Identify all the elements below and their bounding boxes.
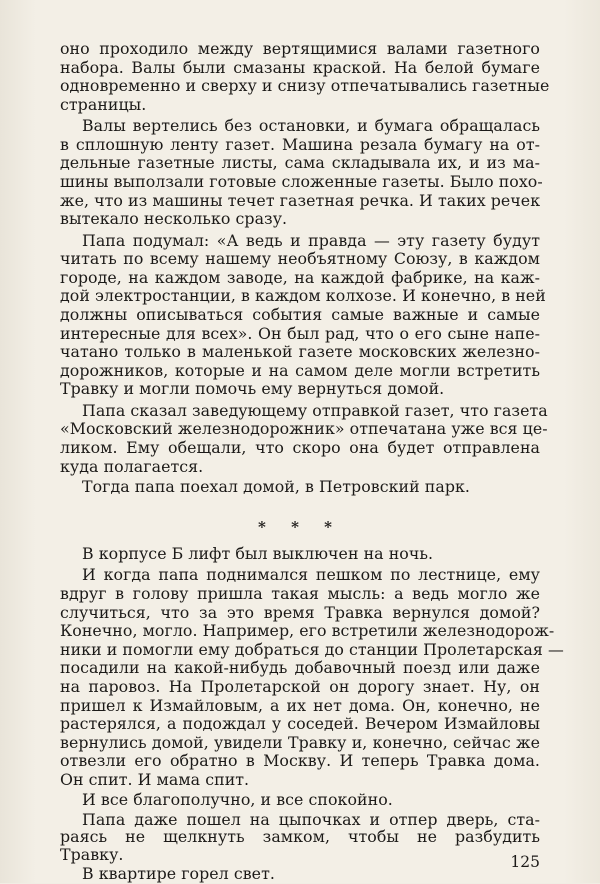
text-line: дой электростанции, в каждом колхозе. И конечно, в ней (60, 286, 546, 306)
paragraph-start-line: Папа сказал заведующему отправкой газет, что газета (82, 400, 548, 420)
text-line: Он спит. И мама спит. (60, 769, 250, 789)
section-separator: * * * (258, 518, 342, 537)
text-line: отвезли его обратно в Москву. И теперь Травка дома. (60, 751, 540, 771)
text-line: посадили на какой-нибудь добавочный поезд или даже (60, 658, 540, 678)
text-line: вернулись домой, увидели Травку и, конечно, сейчас же (60, 732, 540, 752)
paragraph-start-line: И когда папа поднимался пешком по лестнице, ему (82, 565, 540, 585)
page-number: 125 (510, 853, 540, 871)
text-line: куда полагается. (60, 456, 204, 476)
text-line: городе, на каждом заводе, на каждой фабрике, на каж- (60, 267, 540, 287)
text-line: дорожников, которые и на самом деле могли встретить (60, 360, 540, 380)
text-line: растерялся, а подождал у соседей. Вечером Измайловы (60, 714, 540, 734)
text-line: Конечно, могло. Например, его встретили железнодорож- (60, 621, 555, 641)
text-line: вытекало несколько сразу. (60, 209, 288, 229)
text-line: на паровоз. На Пролетарской он дорогу знает. Ну, он (60, 676, 540, 696)
text-line: ликом. Ему обещали, что скоро она будет отправлена (60, 437, 540, 457)
paragraph-start-line: Тогда папа поехал домой, в Петровский парк. (82, 477, 470, 497)
text-line: «Московский железнодорожник» отпечатана уже вся це- (60, 419, 548, 439)
text-line: страницы. (60, 94, 147, 114)
text-line: же, что из машины течет газетная речка. И таких речек (60, 190, 541, 210)
text-line: интересные для всех». Он был рад, что о его сыне напе- (60, 323, 540, 343)
paragraph-start-line: В корпусе Б лифт был выключен на ночь. (82, 543, 434, 563)
text-line: случиться, что за это время Травка вернулся домой? (60, 602, 540, 622)
paragraph-start-line: Валы вертелись без остановки, и бумага обращалась (82, 116, 540, 136)
paragraph-start-line: Папа подумал: «А ведь и правда — эту газету будут (82, 230, 540, 250)
text-line: раясь не щелкнуть замком, чтобы не разбудить (60, 827, 540, 847)
text-line: ники и помогли ему добраться до станции Пролетарская — (60, 639, 564, 659)
text-line: Травку. (60, 844, 124, 864)
text-line: шины выползали готовые сложенные газеты. Было похо- (60, 171, 543, 191)
text-line: в сплошную ленту газет. Машина резала бумагу на от- (60, 134, 540, 154)
text-line: Травку и могли помочь ему вернуться домой. (60, 379, 445, 399)
text-line: дельные газетные листы, сама складывала их, и из ма- (60, 153, 540, 173)
text-line: оно проходило между вертящимися валами газетного (60, 39, 540, 58)
paragraph-start-line: Папа даже пошел на цыпочках и отпер дверь, ста- (82, 809, 540, 829)
paragraph-start-line: В квартире горел свет. (82, 864, 275, 884)
text-line: чатано только в маленькой газете московских железно- (60, 342, 540, 362)
text-line: набора. Валы были смазаны краской. На белой бумаге (60, 57, 540, 77)
text-line: вдруг в голову пришла такая мысль: а ведь могло же (60, 583, 540, 603)
text-line: одновременно и сверху и снизу отпечатывались газетные (60, 76, 550, 96)
paragraph-start-line: И все благополучно, и все спокойно. (82, 790, 393, 810)
text-line: читать по всему нашему необъятному Союзу, в каждом (60, 249, 540, 269)
text-line: пришел к Измайловым, а их нет дома. Он, конечно, не (60, 695, 540, 715)
text-line: должны описываться события самые важные и самые (60, 304, 540, 324)
